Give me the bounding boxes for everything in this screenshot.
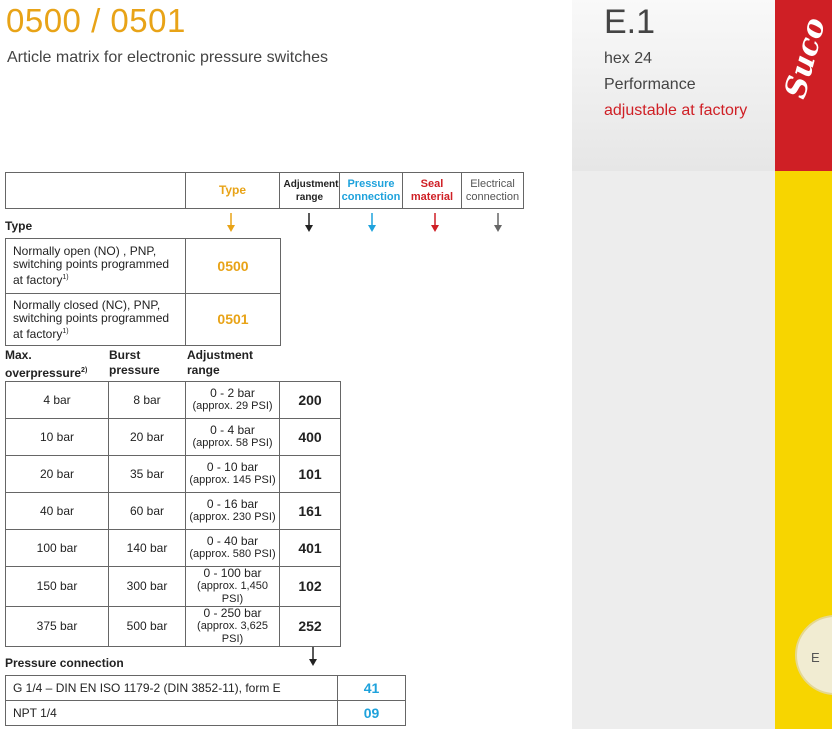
range-code: 252 [280,607,341,647]
col-adjustment-range: Adjustment range [280,173,340,209]
type-code: 0500 [186,239,281,294]
table-row [6,456,341,493]
range-code: 101 [280,456,341,493]
table-row [6,676,406,701]
max-cell: 40 bar [6,493,109,530]
type-desc: Normally open (NO) , PNP, switching points programmed at factory$^{1)}$ [6,239,186,294]
arrow-electrical-icon [493,213,503,238]
table-row [6,419,341,456]
max-cell: 4 bar [6,382,109,419]
adjustment-range-label: Adjustment range [187,348,253,377]
pressure-desc: G 1/4 – DIN EN ISO 1179-2 (DIN 3852-11), form E [6,676,338,701]
type-code: 0501 [186,294,281,346]
arrow-pressure-icon [367,213,377,238]
pressure-section-label: Pressure connection [5,656,124,670]
range-table [5,381,341,647]
arrow-type-icon [226,213,236,238]
table-row [6,294,281,346]
type-section-label: Type [5,219,33,233]
type-desc: Normally closed (NC), PNP, switching points programmed at factory$^{1)}$ [6,294,186,346]
table-row [6,530,341,567]
performance-label: Performance [604,76,696,93]
header-blank-cell [6,173,186,209]
range-code: 200 [280,382,341,419]
max-cell: 100 bar [6,530,109,567]
burst-cell: 300 bar [109,567,186,607]
range-code: 400 [280,419,341,456]
range-cell: 0 - 250 bar (approx. 3,625 PSI) [186,607,280,647]
range-code: 401 [280,530,341,567]
suco-logo: Suco [777,13,832,103]
burst-cell: 8 bar [109,382,186,419]
burst-cell: 140 bar [109,530,186,567]
range-code: 161 [280,493,341,530]
pressure-code: 41 [338,676,406,701]
table-row [6,239,281,294]
page-title: 0500 / 0501 [6,2,186,39]
table-row [6,567,341,607]
table-row [6,493,341,530]
burst-cell: 60 bar [109,493,186,530]
burst-cell: 500 bar [109,607,186,647]
burst-cell: 35 bar [109,456,186,493]
range-cell: 0 - 4 bar (approx. 58 PSI) [186,419,280,456]
section-code: E.1 [604,3,656,41]
burst-pressure-label: Burst pressure [109,348,160,377]
range-code: 102 [280,567,341,607]
col-electrical-connection: Electrical connection [462,173,524,209]
max-overpressure-label: Max. overpressure$^{2)}$ [5,348,88,380]
range-cell: 0 - 16 bar (approx. 230 PSI) [186,493,280,530]
arrow-pressure-section-icon [308,647,318,672]
range-cell: 0 - 10 bar (approx. 145 PSI) [186,456,280,493]
adjustable-label: adjustable at factory [604,102,748,119]
arrow-adjustment-icon [304,213,314,238]
range-cell: 0 - 40 bar (approx. 580 PSI) [186,530,280,567]
pressure-code: 09 [338,701,406,726]
column-header-table [5,172,524,209]
col-type: Type [186,173,280,209]
max-cell: 150 bar [6,567,109,607]
burst-cell: 20 bar [109,419,186,456]
col-seal-material: Seal material [403,173,462,209]
max-cell: 10 bar [6,419,109,456]
hex-size: hex 24 [604,50,653,67]
page-subtitle: Article matrix for electronic pressure switches [7,49,328,66]
pressure-connection-table [5,675,406,726]
type-table [5,238,281,346]
range-cell: 0 - 2 bar (approx. 29 PSI) [186,382,280,419]
table-row [6,607,341,647]
table-row [6,701,406,726]
pressure-desc: NPT 1/4 [6,701,338,726]
max-cell: 20 bar [6,456,109,493]
chapter-tab-letter: E [811,650,820,665]
max-cell: 375 bar [6,607,109,647]
range-cell: 0 - 100 bar (approx. 1,450 PSI) [186,567,280,607]
table-row [6,382,341,419]
arrow-seal-icon [430,213,440,238]
col-pressure-connection: Pressure connection [340,173,403,209]
